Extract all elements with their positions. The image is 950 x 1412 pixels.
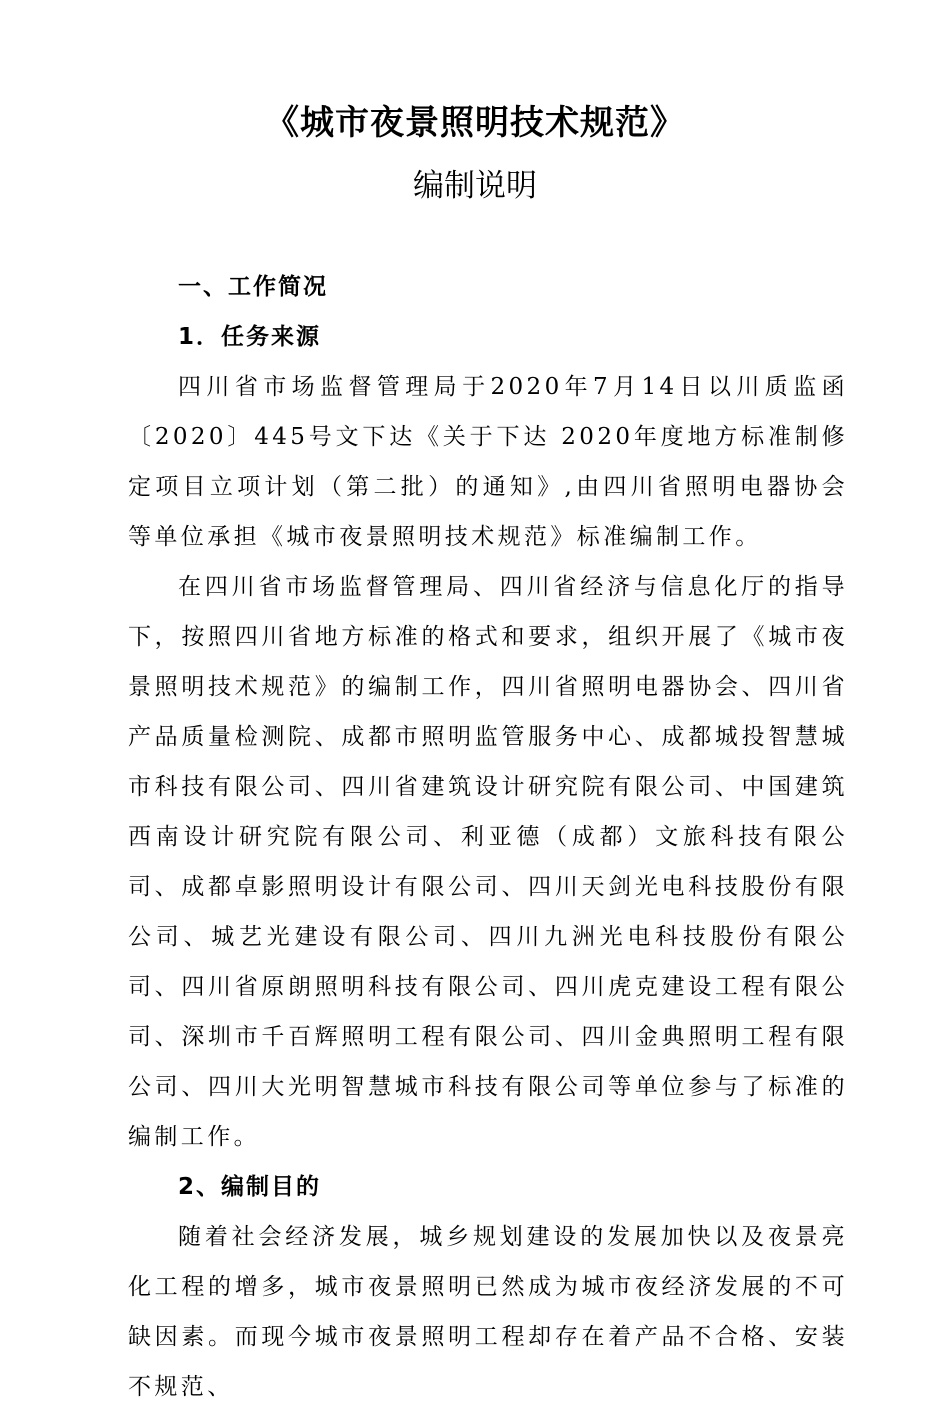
paragraph-participants: 在四川省市场监督管理局、四川省经济与信息化厅的指导下，按照四川省地方标准的格式和要求，组织开展了《城市夜景照明技术规范》的编制工作，四川省照明电器协会、四川省产品质量检测院、成都市照明监管服务中心、成都城投智慧城市科技有限公司、四川省建筑设计研究院有限公司、中国建筑西南设计研究院有限公司、利亚德（成都）文旅科技有限公司、成都卓影照明设计有限公司、四川天剑光电科技股份有限公司、城艺光建设有限公司、四川九洲光电科技股份有限公司、四川省原朗照明科技有限公司、四川虎克建设工程有限公司、深圳市千百辉照明工程有限公司、四川金典照明工程有限公司、四川大光明智慧城市科技有限公司等单位参与了标准的编制工作。 — [128, 574, 848, 1150]
section-heading-purpose: 2、编制目的 — [178, 1174, 322, 1200]
section-heading-task-source: 1．任务来源 — [178, 324, 322, 350]
document-subtitle: 编制说明 — [413, 168, 537, 204]
document-title: 《城市夜景照明技术规范》 — [265, 103, 685, 143]
paragraph-task-source: 四川省市场监督管理局于2020年7月14日以川质监函〔2020〕445号文下达《关于下达 2020年度地方标准制修定项目立项计划（第二批）的通知》,由四川省照明电器协会等单位承担《城市夜景照明技术规范》标准编制工作。 — [128, 374, 848, 550]
section-heading-work-overview: 一、工作简况 — [178, 274, 328, 300]
paragraph-purpose: 随着社会经济发展，城乡规划建设的发展加快以及夜景亮化工程的增多，城市夜景照明已然成为城市夜经济发展的不可缺因素。而现今城市夜景照明工程却存在着产品不合格、安装不规范、 — [128, 1224, 848, 1400]
document-body — [128, 262, 848, 1412]
